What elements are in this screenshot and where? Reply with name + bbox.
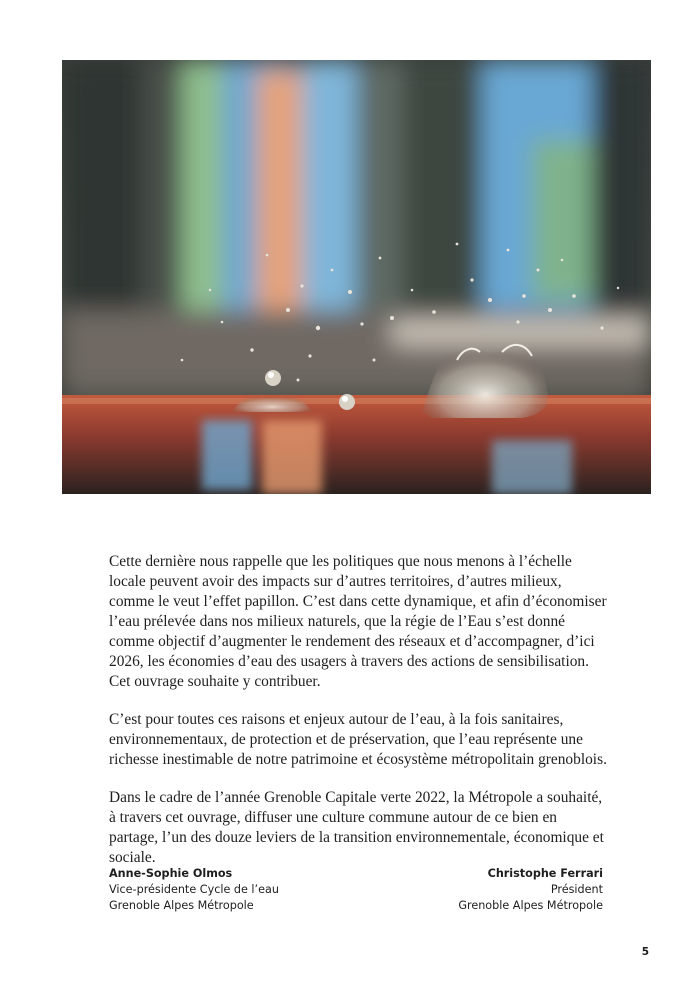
water-splash-illustration	[62, 60, 651, 494]
paragraph-2: C’est pour toutes ces raisons et enjeux autour de l’eau, à la fois sanitaires, environnementaux, de protection et de préservation, que l’eau représente une richesse inestimable de notre patrimoine et écosystème métropolitain grenoblois.	[109, 711, 607, 768]
paragraph-1: Cette dernière nous rappelle que les politiques que nous menons à l’échelle locale peuvent avoir des impacts sur d’autres territoires, d’autres milieux, comme le veut l’effet papillon. C’est dans cette dynamique, et afin d’économiser l’eau prélevée dans nos milieux naturels, que la régie de l’Eau s’est donné comme objectif d’augmenter le rendement des réseaux et d’accompagner, d’ici 2026, les économies d’eau des usagers à travers des actions de sensibilisation. Cet ouvrage souhaite y contribuer.	[109, 553, 607, 690]
signatory-role: Président	[550, 883, 603, 896]
water-splash-photo	[62, 60, 651, 494]
signatory-org: Grenoble Alpes Métropole	[458, 899, 603, 912]
page-number: 5	[641, 946, 649, 958]
signatory-org: Grenoble Alpes Métropole	[109, 899, 254, 912]
body-text	[109, 552, 609, 886]
signatory-name: Anne-Sophie Olmos	[109, 867, 233, 880]
paragraph-3: Dans le cadre de l’année Grenoble Capitale verte 2022, la Métropole a souhaité, à travers cet ouvrage, diffuser une culture commune autour de ce bien en partage, l’un des douze leviers de la transition environnementale, économique et sociale.	[109, 789, 604, 866]
signatory-name: Christophe Ferrari	[487, 867, 603, 880]
signature-left	[109, 866, 279, 914]
signature-right	[458, 866, 603, 914]
signatory-role: Vice-présidente Cycle de l’eau	[109, 883, 279, 896]
